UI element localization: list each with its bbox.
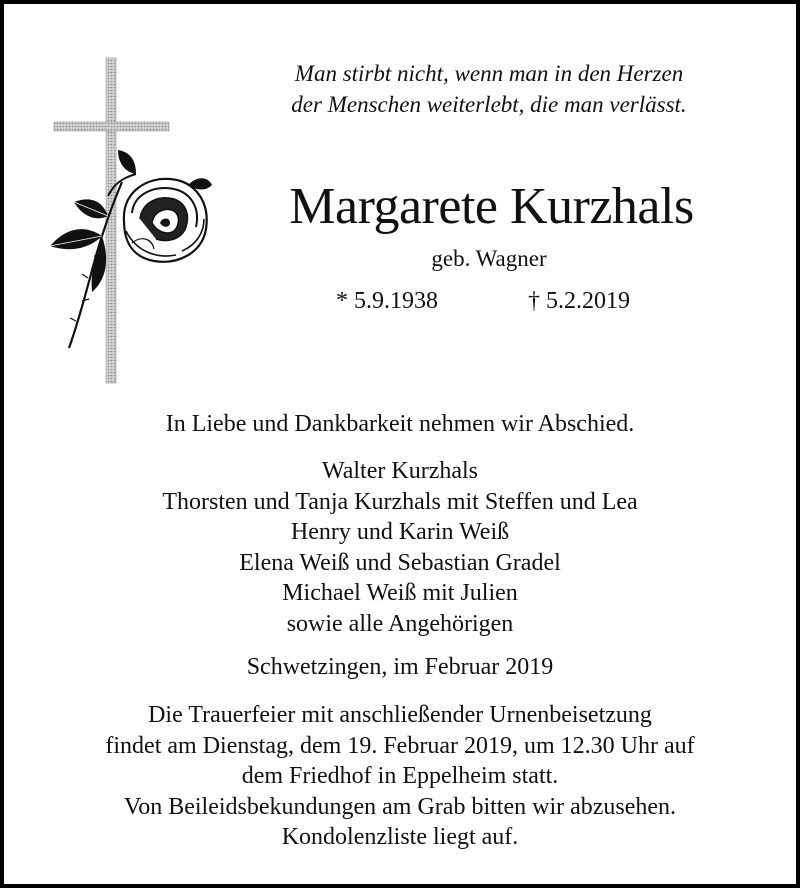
birth-date: * 5.9.1938 [336, 288, 438, 314]
quote-line: Man stirbt nicht, wenn man in den Herzen [294, 61, 684, 86]
mourner-line: Elena Weiß und Sebastian Gradel [239, 549, 561, 576]
mourner-line: Michael Weiß mit Julien [282, 580, 518, 606]
service-line: dem Friedhof in Eppelheim statt. [241, 763, 559, 789]
death-date: † 5.2.2019 [528, 288, 630, 314]
mourner-line: Henry und Karin Weiß [290, 519, 510, 545]
cross-with-rose-icon [44, 56, 214, 386]
deceased-name: Margarete Kurzhals [289, 178, 694, 235]
service-line: Kondolenzliste liegt auf. [281, 824, 519, 850]
place-date: Schwetzingen, im Februar 2019 [246, 654, 554, 680]
mourner-line: Thorsten und Tanja Kurzhals mit Steffen und Lea [162, 488, 638, 515]
service-line: Von Beileidsbekundungen am Grab bitten wir abzusehen. [123, 793, 677, 820]
mourners-list [4, 456, 796, 639]
farewell-text: In Liebe und Dankbarkeit nehmen wir Abschied. [165, 411, 635, 437]
mourner-line: sowie alle Angehörigen [286, 610, 514, 637]
mourner-line: Walter Kurzhals [322, 458, 478, 484]
service-line: Die Trauerfeier mit anschließender Urnenbeisetzung [148, 702, 652, 728]
service-info [4, 700, 796, 853]
memorial-quote [234, 58, 744, 120]
quote-line: der Menschen weiterlebt, die man verlässt. [291, 92, 687, 117]
service-line: findet am Dienstag, dem 19. Februar 2019, um 12.30 Uhr auf [105, 732, 695, 759]
maiden-name: geb. Wagner [431, 246, 547, 271]
